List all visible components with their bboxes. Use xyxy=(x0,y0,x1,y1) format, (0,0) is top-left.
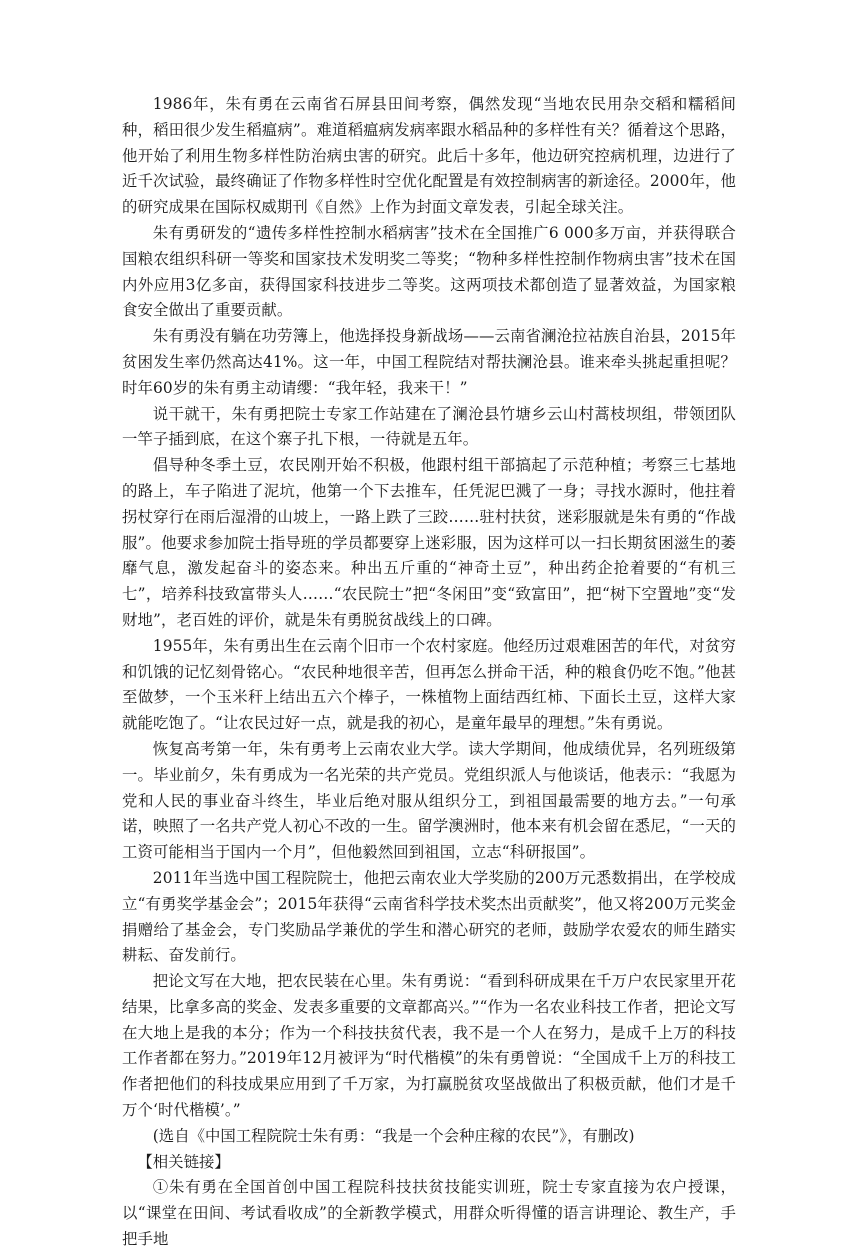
paragraph-5: 倡导种冬季土豆，农民刚开始不积极，他跟村组干部搞起了示范种植；考察三七基地的路上，车子陷进了泥坑，他第一个下去推车，任凭泥巴溅了一身；寻找水源时，他拄着拐杖穿行在雨后湿滑的山坡上，一路上跌了三跤……驻村扶贫，迷彩服就是朱有勇的“作战服”。他要求参加院士指导班的学员都要穿上迷彩服，因为这样可以一扫长期贫困滋生的萎靡气息，激发起奋斗的姿态来。种出五斤重的“神奇土豆”，种出药企抢着要的“有机三七”，培养科技致富带头人……“农民院士”把“冬闲田”变“致富田”，把“树下空置地”变“发财地”，老百姓的评价，就是朱有勇脱贫战线上的口碑。 xyxy=(122,456,736,629)
related-links-heading: 【相关链接】 xyxy=(137,1152,230,1171)
paragraph-7: 恢复高考第一年，朱有勇考上云南农业大学。读大学期间，他成绩优异，名列班级第一。毕业前夕，朱有勇成为一名光荣的共产党员。党组织派人与他谈话，他表示：“我愿为党和人民的事业奋斗终生，毕业后绝对服从组织分工，到祖国最需要的地方去。”一句承诺，映照了一名共产党人初心不改的一生。留学澳洲时，他本来有机会留在悉尼，“一天的工资可能相当于国内一个月”，但他毅然回到祖国，立志“科研报国”。 xyxy=(122,739,736,862)
source-citation: (选自《中国工程院院士朱有勇：“我是一个会种庄稼的农民”》，有删改) xyxy=(152,1126,635,1145)
related-link-item-1: ①朱有勇在全国首创中国工程院科技扶贫技能实训班，院士专家直接为农户授课，以“课堂在田间、考试看收成”的全新教学模式，用群众听得懂的语言讲理论、教生产，手把手地 xyxy=(122,1178,736,1249)
paragraph-3: 朱有勇没有躺在功劳簿上，他选择投身新战场——云南省澜沧拉祜族自治县，2015年贫困发生率仍然高达41%。这一年，中国工程院结对帮扶澜沧县。谁来牵头挑起重担呢？时年60岁的朱有勇主动请缨：“我年轻，我来干！” xyxy=(122,327,736,397)
paragraph-2: 朱有勇研发的“遗传多样性控制水稻病害”技术在全国推广6 000多万亩，并获得联合国粮农组织科研一等奖和国家技术发明奖二等奖；“物种多样性控制作物病虫害”技术在国内外应用3亿多亩，获得国家科技进步二等奖。这两项技术都创造了显著效益，为国家粮食安全做出了重要贡献。 xyxy=(122,223,736,320)
paragraph-6: 1955年，朱有勇出生在云南个旧市一个农村家庭。他经历过艰难困苦的年代，对贫穷和饥饿的记忆刻骨铭心。“农民种地很辛苦，但再怎么拼命干活，种的粮食仍吃不饱。”他甚至做梦，一个玉米秆上结出五六个棒子，一株植物上面结西红柿、下面长土豆，这样大家就能吃饱了。“让农民过好一点，就是我的初心，是童年最早的理想。”朱有勇说。 xyxy=(122,636,736,733)
paragraph-1: 1986年，朱有勇在云南省石屏县田间考察，偶然发现“当地农民用杂交稻和糯稻间种，稻田很少发生稻瘟病”。难道稻瘟病发病率跟水稻品种的多样性有关？循着这个思路，他开始了利用生物多样性防治病虫害的研究。此后十多年，他边研究控病机理，边进行了近千次试验，最终确证了作物多样性时空优化配置是有效控制病害的新途径。2000年，他的研究成果在国际权威期刊《自然》上作为封面文章发表，引起全球关注。 xyxy=(122,95,736,217)
article-page xyxy=(122,92,736,1253)
paragraph-4: 说干就干，朱有勇把院士专家工作站建在了澜沧县竹塘乡云山村蒿枝坝组，带领团队一竿子插到底，在这个寨子扎下根，一待就是五年。 xyxy=(122,404,736,449)
paragraph-8: 2011年当选中国工程院院士，他把云南农业大学奖励的200万元悉数捐出，在学校成立“有勇奖学基金会”；2015年获得“云南省科学技术奖杰出贡献奖”，他又将200万元奖金捐赠给了基金会，专门奖励品学兼优的学生和潜心研究的老师，鼓励学农爱农的师生踏实耕耘、奋发前行。 xyxy=(122,868,736,965)
paragraph-9: 把论文写在大地，把农民装在心里。朱有勇说：“看到科研成果在千万户农民家里开花结果，比拿多高的奖金、发表多重要的文章都高兴。”“作为一名农业科技工作者，把论文写在大地上是我的本分；作为一个科技扶贫代表，我不是一个人在努力，是成千上万的科技工作者都在努力。”2019年12月被评为“时代楷模”的朱有勇曾说：“全国成千上万的科技工作者把他们的科技成果应用到了千万家，为打赢脱贫攻坚战做出了积极贡献，他们才是千万个‘时代楷模’。” xyxy=(122,972,736,1120)
